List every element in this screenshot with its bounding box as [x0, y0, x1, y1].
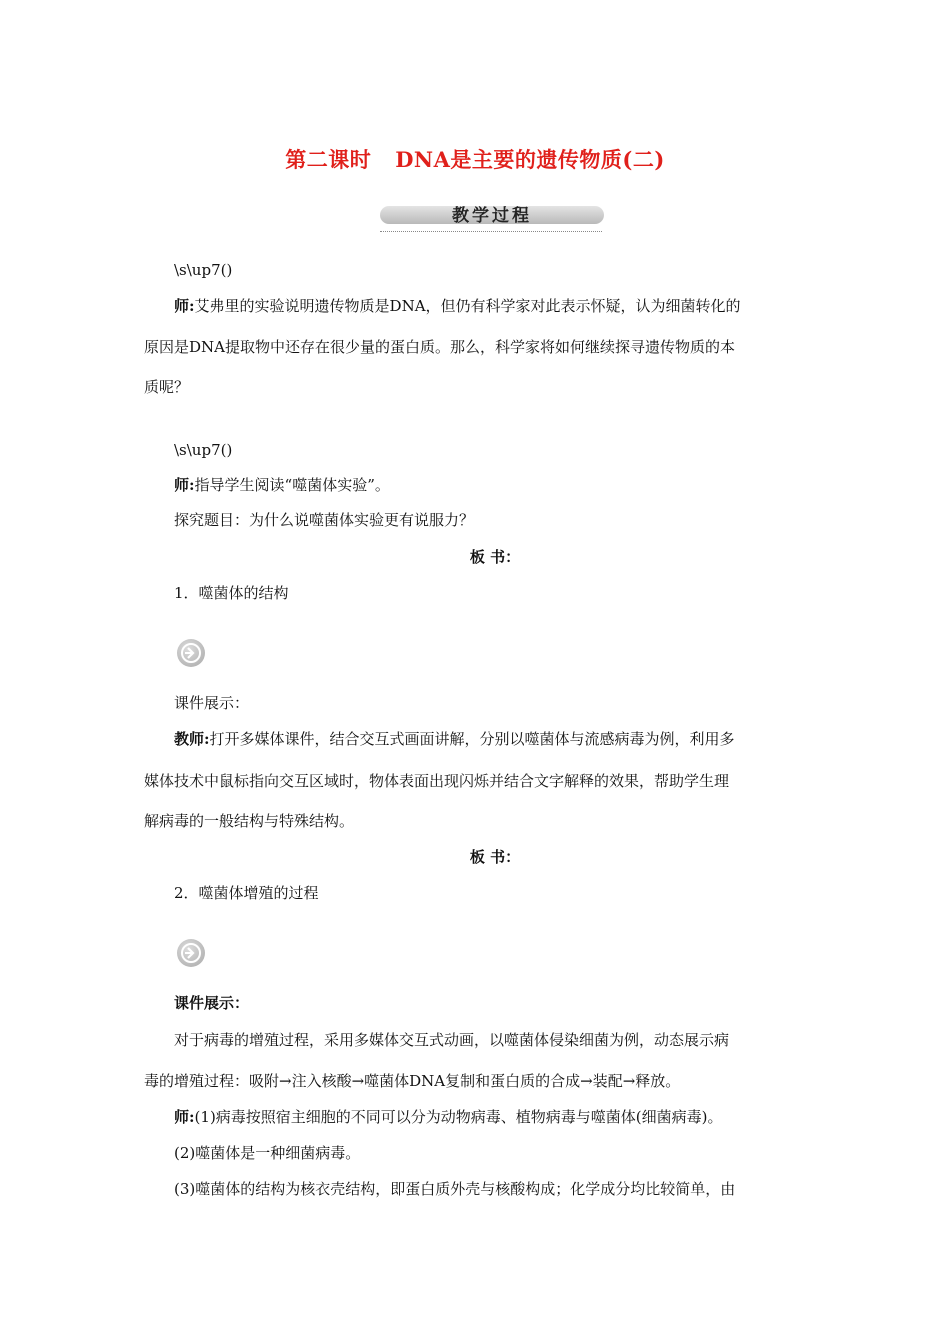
- board-heading-2: 板 书：: [469, 848, 521, 866]
- speaker-label: 师:: [174, 1108, 195, 1126]
- speaker-label: 教师:: [174, 730, 210, 748]
- text-line-1: \s\up7(): [174, 261, 233, 279]
- arrow-circle-icon: [177, 639, 205, 667]
- speaker-label: 师:: [174, 476, 195, 494]
- text-line-17: 对于病毒的增殖过程，采用多媒体交互式动画，以噬菌体侵染细菌为例，动态展示病: [174, 1031, 730, 1049]
- line-text: (1)病毒按照宿主细胞的不同可以分为动物病毒、植物病毒与噬菌体(细菌病毒)。: [194, 1108, 723, 1126]
- text-line-6: [174, 475, 814, 495]
- speaker-label: 师:: [174, 297, 195, 315]
- text-line-3: 原因是DNA提取物中还存在很少量的蛋白质。那么，科学家将如何继续探寻遗传物质的本: [144, 338, 735, 356]
- line-text: 打开多媒体课件，结合交互式画面讲解，分别以噬菌体与流感病毒为例，利用多: [209, 730, 735, 748]
- text-line-19: [174, 1107, 814, 1127]
- page-title: [0, 144, 950, 174]
- text-line-20: (2)噬菌体是一种细菌病毒。: [174, 1144, 361, 1162]
- text-line-10: 课件展示：: [174, 694, 250, 712]
- title-part2: DNA是主要的遗传物质(二): [395, 147, 665, 172]
- arrow-circle-icon: [177, 939, 205, 967]
- text-line-13: 解病毒的一般结构与特殊结构。: [144, 812, 355, 830]
- text-line-11: [174, 729, 814, 749]
- board-heading-1: 板 书：: [469, 548, 521, 566]
- section-banner: [380, 204, 604, 228]
- banner-rule: [380, 231, 602, 232]
- text-line-9: 1．噬菌体的结构: [174, 584, 289, 602]
- text-line-4: 质呢？: [144, 378, 190, 396]
- text-line-16: 课件展示：: [174, 994, 250, 1012]
- line-text: 艾弗里的实验说明遗传物质是DNA，但仍有科学家对此表示怀疑，认为细菌转化的: [194, 297, 741, 315]
- text-line-7: 探究题目：为什么说噬菌体实验更有说服力？: [174, 511, 475, 529]
- title-part1: 第二课时: [285, 147, 372, 172]
- banner-label: 教学过程: [452, 206, 532, 226]
- text-line-12: 媒体技术中鼠标指向交互区域时，物体表面出现闪烁并结合文字解释的效果，帮助学生理: [144, 772, 730, 790]
- text-line-18: 毒的增殖过程：吸附→注入核酸→噬菌体DNA复制和蛋白质的合成→装配→释放。: [144, 1072, 681, 1090]
- line-text: 指导学生阅读“噬菌体实验”。: [194, 476, 390, 494]
- text-line-5: \s\up7(): [174, 441, 233, 459]
- text-line-21: (3)噬菌体的结构为核衣壳结构，即蛋白质外壳与核酸构成；化学成分均比较简单，由: [174, 1180, 736, 1198]
- text-line-15: 2．噬菌体增殖的过程: [174, 884, 319, 902]
- text-line-2: [174, 296, 814, 316]
